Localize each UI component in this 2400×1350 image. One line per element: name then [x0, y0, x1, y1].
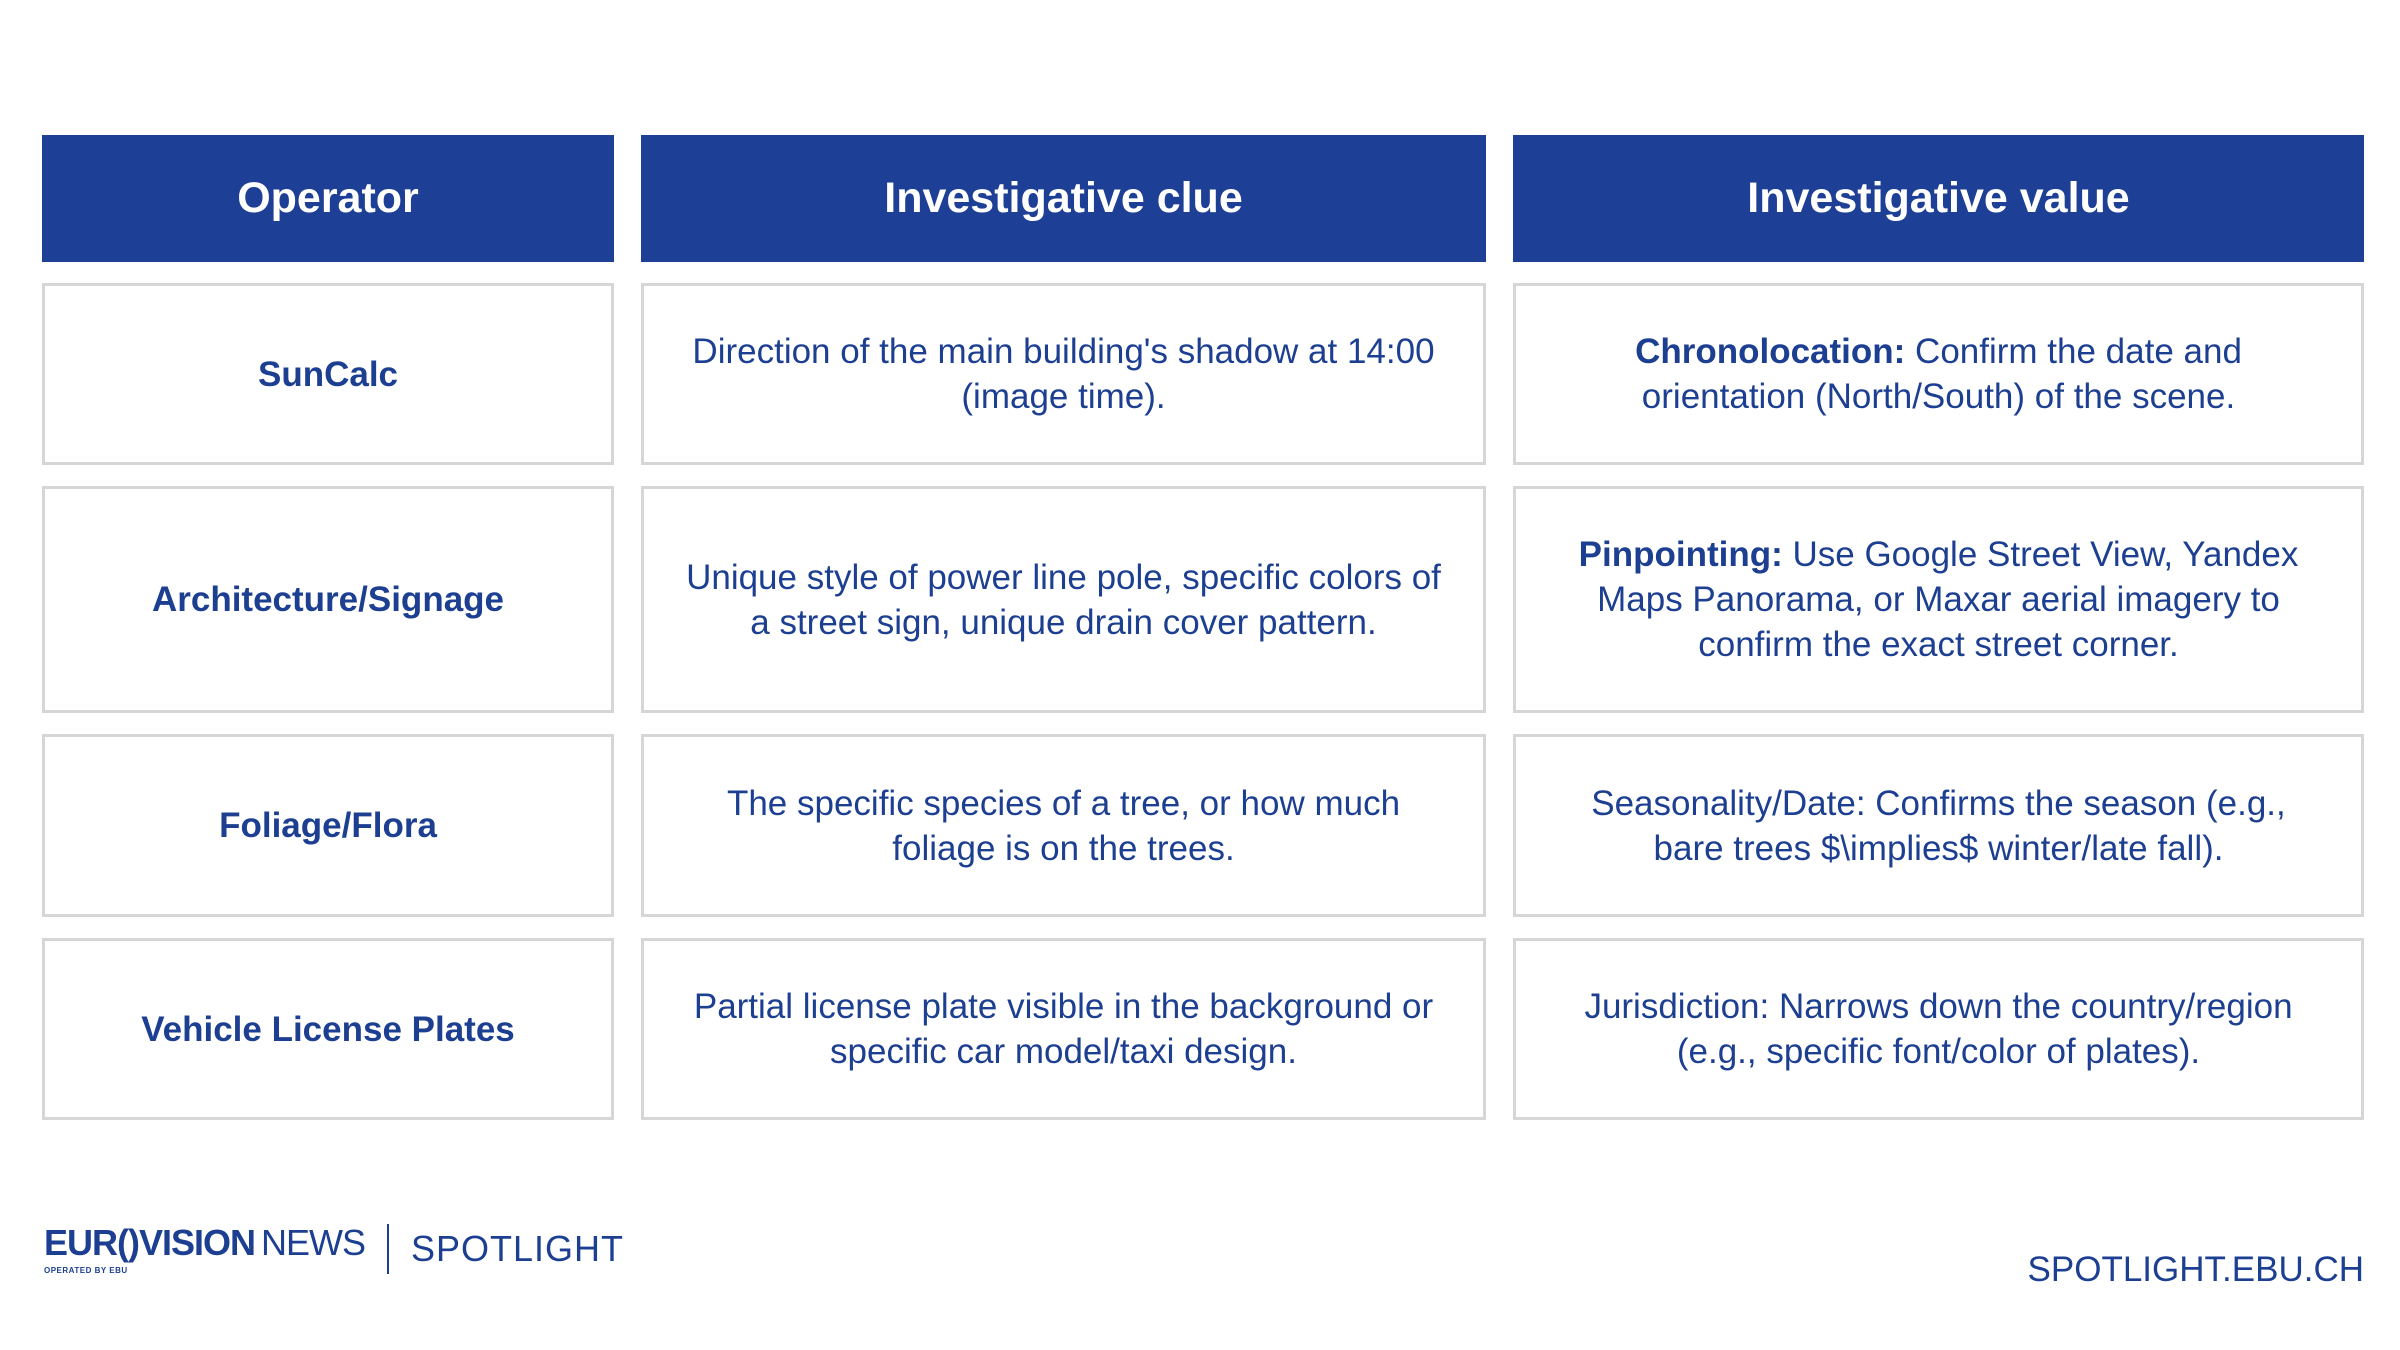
value-text: Jurisdiction: Narrows down the country/region (e.g., specific font/color of plates). — [1584, 987, 2293, 1071]
site-url: SPOTLIGHT.EBU.CH — [2027, 1250, 2364, 1289]
eurovision-news-logo — [44, 1222, 365, 1275]
operator-cell: SunCalc — [42, 283, 614, 465]
value-cell — [1513, 938, 2364, 1120]
value-text: Confirm the date and orientation (North/South) of the scene. — [1641, 332, 2242, 416]
logo-spotlight-text: SPOTLIGHT — [411, 1227, 625, 1269]
comparison-table — [42, 135, 2364, 1120]
clue-cell: Unique style of power line pole, specific colors of a street sign, unique drain cover pattern. — [641, 486, 1486, 713]
table-row — [42, 734, 2364, 917]
table-row — [42, 283, 2364, 465]
header-operator: Operator — [42, 135, 614, 262]
table-row — [42, 486, 2364, 713]
value-text: Use Google Street View, Yandex Maps Panorama, or Maxar aerial imagery to confirm the exact street corner. — [1597, 535, 2299, 664]
value-bold-label: Chronolocation: — [1635, 332, 1906, 371]
operator-cell: Architecture/Signage — [42, 486, 614, 713]
logo-divider — [387, 1224, 389, 1274]
table-row — [42, 938, 2364, 1120]
operator-cell: Vehicle License Plates — [42, 938, 614, 1120]
logo-eurovision-text: EUR()VISION — [44, 1222, 256, 1263]
clue-cell: Partial license plate visible in the background or specific car model/taxi design. — [641, 938, 1486, 1120]
header-investigative-clue: Investigative clue — [641, 135, 1486, 262]
value-bold-label: Pinpointing: — [1578, 535, 1783, 574]
clue-cell: Direction of the main building's shadow at 14:00 (image time). — [641, 283, 1486, 465]
value-cell — [1513, 283, 2364, 465]
header-investigative-value: Investigative value — [1513, 135, 2364, 262]
logo-news-text: NEWS — [261, 1222, 366, 1263]
table-header-row — [42, 135, 2364, 262]
eurovision-news-spotlight-logo — [44, 1222, 624, 1275]
value-cell — [1513, 486, 2364, 713]
value-text: Seasonality/Date: Confirms the season (e.g., bare trees $\implies$ winter/late fall). — [1591, 783, 2286, 868]
operator-cell: Foliage/Flora — [42, 734, 614, 917]
value-cell — [1513, 734, 2364, 917]
clue-cell: The specific species of a tree, or how much foliage is on the trees. — [641, 734, 1486, 917]
logo-operated-by-text: OPERATED BY EBU — [44, 1266, 128, 1275]
